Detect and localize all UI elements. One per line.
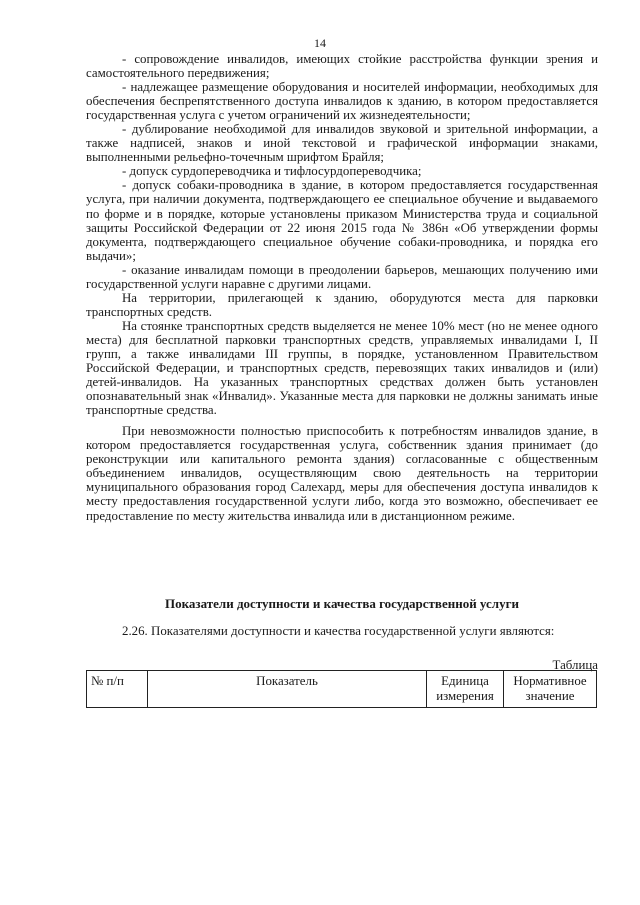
header-cell-unit: Единица измерения bbox=[427, 671, 504, 708]
paragraph: На территории, прилегающей к зданию, оборудуются места для парковки транспортных средств. bbox=[86, 290, 598, 319]
table-caption: Таблица bbox=[552, 658, 598, 672]
page-number: 14 bbox=[314, 36, 326, 50]
paragraph: - допуск собаки-проводника в здание, в котором предоставляется государственная услуга, при наличии документа, подтверждающего ее специальное обучение и выдаваемого по форме и в порядке, которые установлены приказом Министерства труда и социальной защиты Российской Федерации от 22 июня 2015 года № 386н «Об утверждении формы документа, подтверждающего специальное обучение собаки-проводника, и порядка его выдачи»; bbox=[86, 178, 598, 263]
paragraph: При невозможности полностью приспособить к потребностям инвалидов здание, в котором предоставляется государственная услуга, собственник здания принимает (до реконструкции или капитального ремонта здания) согласованные с общественным объединением инвалидов, осуществляющим свою деятельность на территории муниципального образования город Салехард, меры для обеспечения доступа инвалидов к месту предоставления государственной услуги либо, когда это возможно, обеспечивает ее предоставление по месту жительства инвалида или в дистанционном режиме. bbox=[86, 424, 598, 523]
indicators-table bbox=[86, 670, 597, 708]
body-text bbox=[86, 52, 598, 523]
paragraph: - дублирование необходимой для инвалидов звуковой и зрительной информации, а также надписей, знаков и иной текстовой и графической информации знаками, выполненными рельефно-точечным шрифтом Брайля; bbox=[86, 122, 598, 165]
paragraph: - оказание инвалидам помощи в преодолении барьеров, мешающих получению ими государственной услуги наравне с другими лицами. bbox=[86, 262, 598, 291]
header-cell-number: № п/п bbox=[87, 671, 148, 708]
section-heading: Показатели доступности и качества государственной услуги bbox=[164, 596, 519, 611]
paragraph: - надлежащее размещение оборудования и носителей информации, необходимых для обеспечения беспрепятственного доступа инвалидов к зданию, в котором предоставляется государственная услуга с учетом ограничений их жизнедеятельности; bbox=[86, 80, 598, 123]
paragraph: - сопровождение инвалидов, имеющих стойкие расстройства функции зрения и самостоятельного передвижения; bbox=[86, 52, 598, 81]
table-header-row bbox=[87, 671, 597, 708]
header-cell-indicator: Показатель bbox=[148, 671, 427, 708]
header-cell-norm: Нормативное значение bbox=[504, 671, 597, 708]
paragraph: На стоянке транспортных средств выделяется не менее 10% мест (но не менее одного места) для бесплатной парковки транспортных средств, управляемых инвалидами I, II групп, а также инвалидами III группы, в порядке, установленном Правительством Российской Федерации, и транспортных средств, перевозящих таких инвалидов и (или) детей-инвалидов. На указанных транспортных средствах должен быть установлен опознавательный знак «Инвалид». Указанные места для парковки не должны занимать иные транспортные средства. bbox=[86, 318, 598, 418]
paragraph: - допуск сурдопереводчика и тифлосурдопереводчика; bbox=[122, 164, 422, 179]
paragraph-2-26: 2.26. Показателями доступности и качества государственной услуги являются: bbox=[122, 624, 555, 638]
